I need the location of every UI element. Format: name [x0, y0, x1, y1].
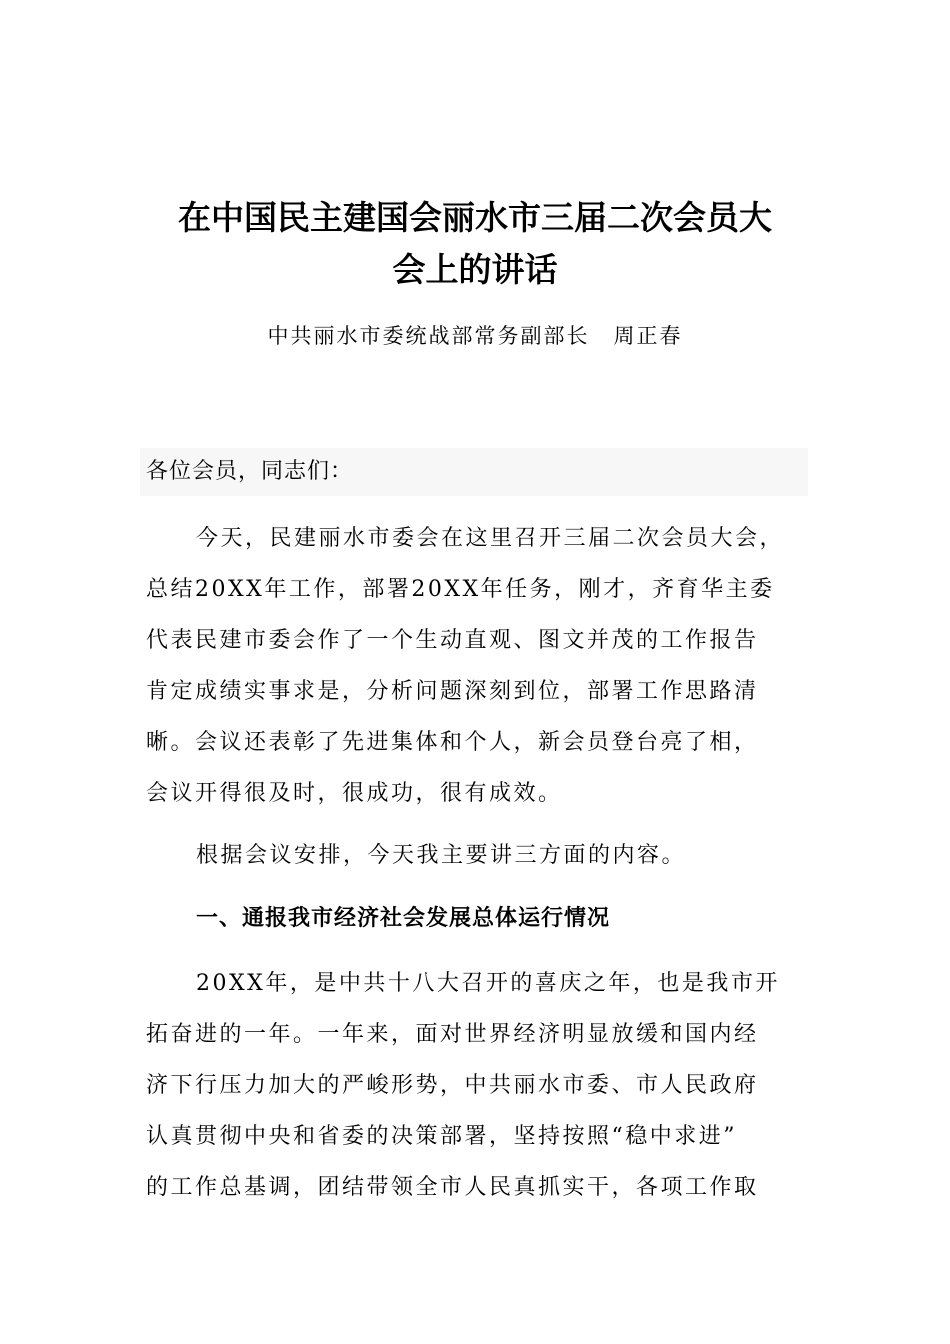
paragraph-3 [146, 958, 808, 1213]
paragraph-1-line: 晰。会议还表彰了先进集体和个人，新会员登台亮了相， [146, 730, 759, 755]
paragraph-3-line: 济下行压力加大的严峻形势，中共丽水市委、市人民政府 [146, 1073, 759, 1098]
paragraph-3-line: 认真贯彻中央和省委的决策部署，坚持按照“稳中求进” [146, 1124, 737, 1149]
author-line [140, 318, 810, 354]
paragraph-3-line: 的工作总基调，团结带领全市人民真抓实干，各项工作取 [146, 1175, 759, 1200]
paragraph-1-line: 代表民建市委会作了一个生动直观、图文并茂的工作报告 [146, 628, 759, 653]
section-heading-1: 一、通报我市经济社会发展总体运行情况 [196, 906, 611, 931]
paragraph-3-line: 20XX年，是中共十八大召开的喜庆之年，也是我市开 [196, 971, 780, 996]
paragraph-2: 根据会议安排，今天我主要讲三方面的内容。 [196, 843, 687, 868]
paragraph-3-line: 拓奋进的一年。一年来，面对世界经济明显放缓和国内经 [146, 1022, 759, 1047]
paragraph-1-line: 总结20XX年工作，部署20XX年任务，刚才，齐育华主委 [146, 577, 775, 602]
paragraph-1-line: 今天，民建丽水市委会在这里召开三届二次会员大会， [196, 526, 785, 551]
paragraph-1-line: 肯定成绩实事求是，分析问题深刻到位，部署工作思路清 [146, 679, 759, 704]
author-position: 中共丽水市委统战部常务副部长 [267, 324, 590, 348]
document-title-line-2: 会上的讲话 [392, 250, 558, 289]
salutation: 各位会员，同志们： [140, 448, 808, 496]
author-name: 周正春 [613, 324, 683, 348]
paragraph-1 [146, 513, 808, 819]
document-title-line-1: 在中国民主建国会丽水市三届二次会员大 [178, 198, 772, 237]
paragraph-1-line: 会议开得很及时，很成功，很有成效。 [146, 781, 563, 806]
